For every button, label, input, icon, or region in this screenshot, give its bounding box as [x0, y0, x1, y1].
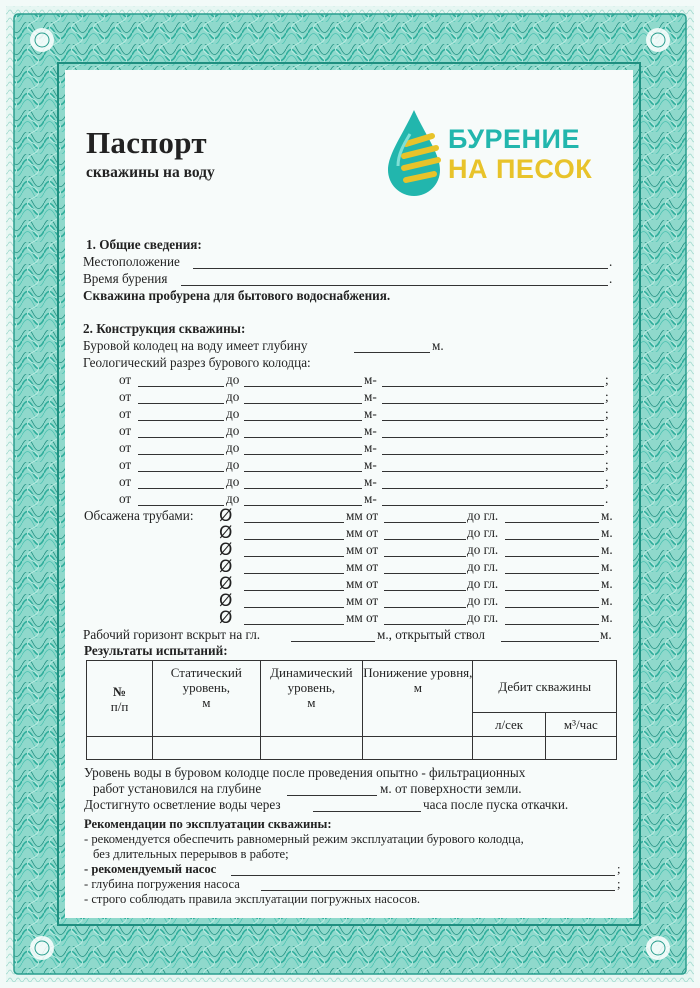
- rec-item2: - рекомендуемый насос: [84, 862, 217, 876]
- geo-from-label: от: [119, 423, 132, 438]
- col-drop: Понижение уровня, м: [363, 661, 473, 737]
- geo-from-field[interactable]: [138, 437, 224, 438]
- geo-rock-field[interactable]: [382, 386, 604, 387]
- geo-rock-field[interactable]: [382, 488, 604, 489]
- geo-to-label: до: [226, 491, 240, 506]
- location-field[interactable]: [193, 268, 608, 269]
- geo-row-end: ;: [605, 440, 609, 455]
- casing-to-field[interactable]: [505, 607, 599, 608]
- col-debit-ls: л/сек: [473, 713, 545, 737]
- water-drop-drill-icon: [384, 108, 444, 200]
- geo-to-field[interactable]: [244, 437, 362, 438]
- col-debit-m3: м³/час: [545, 713, 616, 737]
- casing-diameter-field[interactable]: [244, 573, 344, 574]
- casing-from-field[interactable]: [384, 522, 466, 523]
- geo-m-label: м-: [364, 423, 377, 438]
- after-line2a: работ установился на глубине: [93, 781, 262, 796]
- pump-field[interactable]: [231, 875, 615, 876]
- geo-to-label: до: [226, 372, 240, 387]
- cell-debit-ls[interactable]: [473, 737, 545, 760]
- casing-m-label: м.: [601, 542, 613, 557]
- clarification-time-field[interactable]: [313, 811, 421, 812]
- geo-row-end: ;: [605, 474, 609, 489]
- geo-row-end: ;: [605, 406, 609, 421]
- geo-to-field[interactable]: [244, 505, 362, 506]
- geo-from-field[interactable]: [138, 471, 224, 472]
- geo-to-field[interactable]: [244, 386, 362, 387]
- casing-label: Обсажена трубами:: [84, 508, 194, 523]
- geo-to-field[interactable]: [244, 403, 362, 404]
- casing-from-field[interactable]: [384, 624, 466, 625]
- location-label: Местоположение: [83, 254, 180, 269]
- geo-to-field[interactable]: [244, 454, 362, 455]
- diameter-icon: Ø: [219, 557, 233, 577]
- rec-item3: - глубина погружения насоса: [84, 877, 240, 891]
- casing-diameter-field[interactable]: [244, 624, 344, 625]
- casing-diameter-field[interactable]: [244, 539, 344, 540]
- geo-row-end: .: [605, 491, 609, 506]
- after-line2b: м. от поверхности земли.: [380, 781, 522, 796]
- depth-field[interactable]: [354, 352, 430, 353]
- col-static: Статический уровень, м: [153, 661, 260, 737]
- geo-from-label: от: [119, 372, 132, 387]
- geo-to-label: до: [226, 457, 240, 472]
- diameter-icon: Ø: [219, 523, 233, 543]
- col-dynamic: Динамический уровень, м: [260, 661, 363, 737]
- rec-item4: - строго соблюдать правила эксплуатации погружных насосов.: [84, 892, 421, 906]
- diameter-icon: Ø: [219, 506, 233, 526]
- casing-to-field[interactable]: [505, 573, 599, 574]
- cell-drop[interactable]: [363, 737, 473, 760]
- geo-to-label: до: [226, 423, 240, 438]
- section2-heading: 2. Конструкция скважины:: [83, 321, 246, 336]
- horizon-label: Рабочий горизонт вскрыт на гл.: [83, 627, 261, 642]
- geo-to-label: до: [226, 406, 240, 421]
- geo-m-label: м-: [364, 406, 377, 421]
- geo-from-field[interactable]: [138, 403, 224, 404]
- geo-row-end: ;: [605, 423, 609, 438]
- cell-dynamic[interactable]: [260, 737, 363, 760]
- purpose-text: Скважина пробурена для бытового водоснабжения.: [83, 288, 391, 303]
- geo-from-label: от: [119, 491, 132, 506]
- results-heading: Результаты испытаний:: [84, 643, 228, 658]
- after-line3b: часа после пуска откачки.: [423, 797, 569, 812]
- casing-m-label: м.: [601, 576, 613, 591]
- horizon-mid: м., открытый ствол: [377, 627, 486, 642]
- casing-mm-label: мм от: [346, 559, 379, 574]
- geo-to-field[interactable]: [244, 471, 362, 472]
- casing-from-field[interactable]: [384, 573, 466, 574]
- open-hole-field[interactable]: [501, 641, 599, 642]
- geo-m-label: м-: [364, 389, 377, 404]
- geo-rock-field[interactable]: [382, 471, 604, 472]
- geo-m-label: м-: [364, 457, 377, 472]
- casing-mm-label: мм от: [346, 525, 379, 540]
- casing-mm-label: мм от: [346, 593, 379, 608]
- rec-item2-end: ;: [617, 862, 621, 876]
- casing-from-field[interactable]: [384, 556, 466, 557]
- diameter-icon: Ø: [219, 608, 233, 628]
- casing-m-label: м.: [601, 508, 613, 523]
- casing-m-label: м.: [601, 525, 613, 540]
- casing-depth-label: до гл.: [467, 525, 499, 540]
- casing-depth-label: до гл.: [467, 559, 499, 574]
- geo-from-field[interactable]: [138, 505, 224, 506]
- casing-mm-label: мм от: [346, 610, 379, 625]
- diameter-icon: Ø: [219, 591, 233, 611]
- water-level-field[interactable]: [287, 795, 377, 796]
- casing-m-label: м.: [601, 559, 613, 574]
- horizon-depth-field[interactable]: [291, 641, 375, 642]
- geo-to-label: до: [226, 440, 240, 455]
- pump-depth-field[interactable]: [261, 890, 615, 891]
- casing-depth-label: до гл.: [467, 542, 499, 557]
- casing-mm-label: мм от: [346, 542, 379, 557]
- cell-debit-m3[interactable]: [545, 737, 616, 760]
- geo-from-label: от: [119, 474, 132, 489]
- casing-m-label: м.: [601, 593, 613, 608]
- geo-rock-field[interactable]: [382, 403, 604, 404]
- casing-diameter-field[interactable]: [244, 556, 344, 557]
- geo-from-label: от: [119, 406, 132, 421]
- depth-label: Буровой колодец на воду имеет глубину: [83, 338, 308, 353]
- geo-label: Геологический разрез бурового колодца:: [83, 355, 311, 370]
- section1-heading: 1. Общие сведения:: [86, 237, 202, 252]
- rec-item1: - рекомендуется обеспечить равномерный режим эксплуатации бурового колодца,: [84, 832, 524, 846]
- casing-from-field[interactable]: [384, 539, 466, 540]
- results-table: [86, 660, 617, 760]
- casing-from-field[interactable]: [384, 607, 466, 608]
- horizon-end: м.: [600, 627, 612, 642]
- col-no: № п/п: [87, 661, 153, 737]
- geo-row-end: ;: [605, 389, 609, 404]
- geo-m-label: м-: [364, 372, 377, 387]
- after-line3a: Достигнуто осветление воды через: [84, 797, 281, 812]
- casing-m-label: м.: [601, 610, 613, 625]
- geo-from-field[interactable]: [138, 420, 224, 421]
- geo-to-field[interactable]: [244, 420, 362, 421]
- geo-from-label: от: [119, 440, 132, 455]
- casing-mm-label: мм от: [346, 576, 379, 591]
- geo-rock-field[interactable]: [382, 437, 604, 438]
- geo-row-end: ;: [605, 372, 609, 387]
- casing-from-field[interactable]: [384, 590, 466, 591]
- geo-to-label: до: [226, 474, 240, 489]
- cell-no[interactable]: [87, 737, 153, 760]
- diameter-icon: Ø: [219, 574, 233, 594]
- page-subtitle: скважины на воду: [86, 164, 215, 181]
- recommendations-heading: Рекомендации по эксплуатации скважины:: [84, 817, 332, 831]
- page-title: Паспорт: [86, 125, 207, 160]
- col-debit: Дебит скважины: [473, 661, 617, 713]
- geo-from-field[interactable]: [138, 386, 224, 387]
- geo-m-label: м-: [364, 474, 377, 489]
- casing-to-field[interactable]: [505, 556, 599, 557]
- casing-depth-label: до гл.: [467, 593, 499, 608]
- geo-from-field[interactable]: [138, 488, 224, 489]
- diameter-icon: Ø: [219, 540, 233, 560]
- casing-depth-label: до гл.: [467, 576, 499, 591]
- logo: [448, 124, 592, 184]
- casing-diameter-field[interactable]: [244, 607, 344, 608]
- casing-to-field[interactable]: [505, 522, 599, 523]
- casing-to-field[interactable]: [505, 539, 599, 540]
- casing-to-field[interactable]: [505, 624, 599, 625]
- cell-static[interactable]: [153, 737, 260, 760]
- geo-from-field[interactable]: [138, 454, 224, 455]
- time-label: Время бурения: [83, 271, 168, 286]
- logo-line2: НА ПЕСОК: [448, 154, 593, 184]
- casing-depth-label: до гл.: [467, 610, 499, 625]
- depth-unit: м.: [432, 338, 444, 353]
- casing-depth-label: до гл.: [467, 508, 499, 523]
- geo-to-field[interactable]: [244, 488, 362, 489]
- geo-m-label: м-: [364, 440, 377, 455]
- geo-from-label: от: [119, 389, 132, 404]
- geo-rock-field[interactable]: [382, 420, 604, 421]
- drilling-time-field[interactable]: [181, 285, 608, 286]
- casing-to-field[interactable]: [505, 590, 599, 591]
- geo-rock-field[interactable]: [382, 454, 604, 455]
- geo-to-label: до: [226, 389, 240, 404]
- rec-item3-end: ;: [617, 877, 621, 891]
- geo-rock-field[interactable]: [382, 505, 604, 506]
- geo-row-end: ;: [605, 457, 609, 472]
- casing-mm-label: мм от: [346, 508, 379, 523]
- after-line1: Уровень воды в буровом колодце после проведения опытно - фильтрационных: [84, 765, 526, 780]
- rec-item1b: без длительных перерывов в работе;: [93, 847, 289, 861]
- geo-m-label: м-: [364, 491, 377, 506]
- logo-line1: БУРЕНИЕ: [448, 124, 580, 154]
- casing-diameter-field[interactable]: [244, 590, 344, 591]
- geo-from-label: от: [119, 457, 132, 472]
- casing-diameter-field[interactable]: [244, 522, 344, 523]
